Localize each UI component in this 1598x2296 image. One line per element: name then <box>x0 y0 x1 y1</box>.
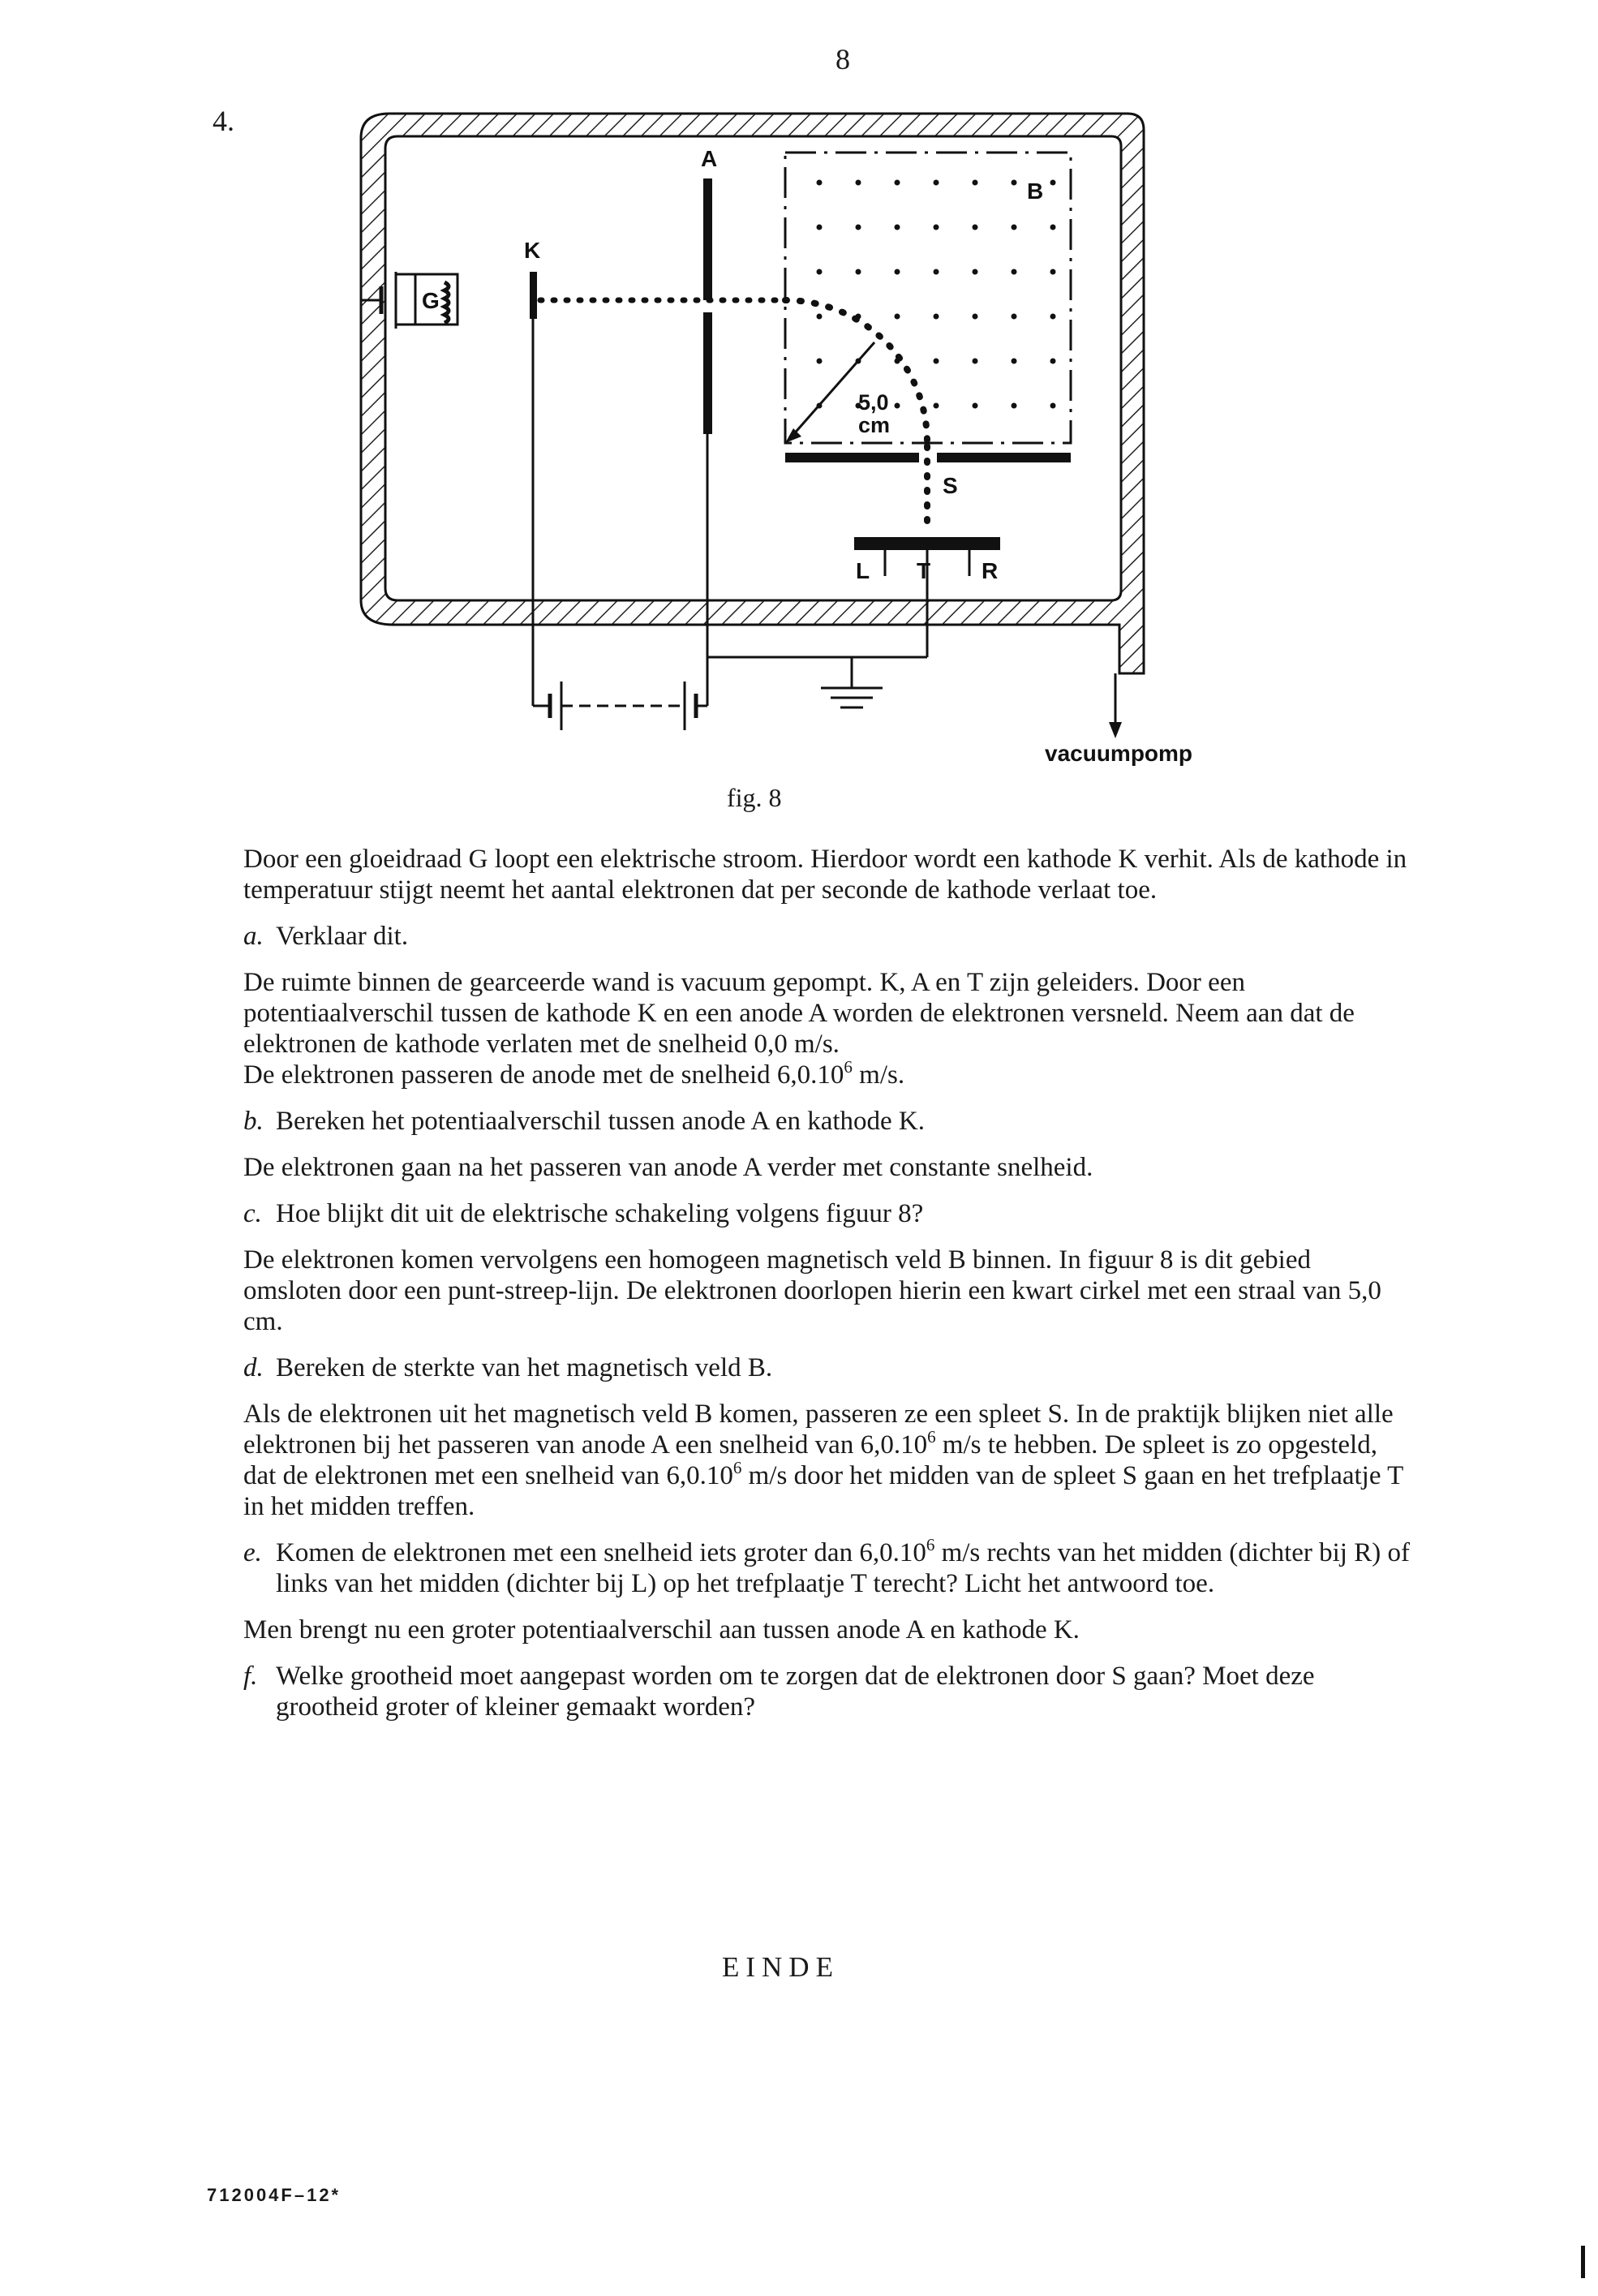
field-dot <box>895 180 900 186</box>
anode-A-lower <box>703 312 712 434</box>
magnetic-field-B-label: B <box>1027 178 1044 204</box>
paragraph-5-part-2: m/s te hebben. De spleet is zo opgesteld, dat de elektronen met een snelheid van 6,0.10 <box>243 1430 1377 1490</box>
exponent: 6 <box>844 1057 853 1077</box>
paragraph-2-text: De ruimte binnen de gearceerde wand is vacuum gepompt. K, A en T zijn geleiders. Door een potentiaalverschil tussen de kathode K en een anode A worden de elektronen versneld. Neem aan dat de elektronen de kathode verlaten met de snelheid 0,0 m/s. <box>243 968 1355 1059</box>
field-dot <box>1050 403 1056 409</box>
question-c-text: Hoe blijkt dit uit de elektrische schakeling volgens figuur 8? <box>276 1199 924 1228</box>
field-dot <box>1050 225 1056 230</box>
question-c <box>243 1198 1411 1229</box>
field-dot <box>934 180 939 186</box>
question-f-letter: f. <box>243 1662 258 1691</box>
paragraph-2 <box>243 967 1411 1090</box>
paragraph-5-part-1: Als de elektronen uit het magnetisch veld B komen, passeren ze een spleet S. In de praktijk blijken niet alle elektronen bij het passeren van anode A een snelheid van 6,0.10 <box>243 1400 1394 1460</box>
field-dot <box>934 359 939 364</box>
field-dot <box>856 180 861 186</box>
field-dot <box>895 225 900 230</box>
paragraph-2-unit: m/s. <box>852 1060 905 1090</box>
field-dot <box>1050 269 1056 275</box>
question-d-letter: d. <box>243 1353 264 1382</box>
field-dot <box>934 269 939 275</box>
field-dot <box>973 180 978 186</box>
radius-unit-label: cm <box>858 413 891 437</box>
exponent: 6 <box>926 1535 935 1554</box>
question-f-text: Welke grootheid moet aangepast worden om te zorgen dat de elektronen door S gaan? Moet deze grootheid groter of kleiner gemaakt worden? <box>276 1662 1315 1722</box>
field-dot <box>817 269 823 275</box>
field-dot <box>817 225 823 230</box>
question-a-text: Verklaar dit. <box>276 922 409 951</box>
field-dot <box>817 359 823 364</box>
question-b <box>243 1106 1411 1137</box>
end-marker: EINDE <box>722 1951 840 1983</box>
field-dot <box>1012 403 1017 409</box>
target-plate-T <box>854 537 1000 550</box>
target-T-label: T <box>917 558 931 583</box>
field-dot <box>1050 359 1056 364</box>
slit-plate-left <box>785 453 919 462</box>
question-f <box>243 1661 1411 1722</box>
slit-plate-right <box>937 453 1071 462</box>
page-number: 8 <box>836 43 850 75</box>
question-e-text-1: Komen de elektronen met een snelheid iets groter dan 6,0.10 <box>276 1538 926 1567</box>
exponent: 6 <box>927 1427 936 1447</box>
field-dot <box>1012 180 1017 186</box>
question-b-text: Bereken het potentiaalverschil tussen anode A en kathode K. <box>276 1107 926 1136</box>
pump-arrow-icon <box>1109 722 1122 738</box>
document-code: 712004F–12* <box>207 2185 342 2205</box>
field-dot <box>973 359 978 364</box>
field-dot <box>895 269 900 275</box>
field-dot <box>1012 269 1017 275</box>
question-c-letter: c. <box>243 1199 262 1228</box>
question-e <box>243 1537 1411 1599</box>
field-dot <box>973 269 978 275</box>
figure-8-apparatus <box>357 89 1282 819</box>
question-e-text-2: m/s rechts van het midden (dichter bij R) of links van het midden (dichter bij L) op het trefplaatje T terecht? Licht het antwoord toe. <box>276 1538 1410 1598</box>
field-dot <box>934 314 939 320</box>
pump-label: vacuumpomp <box>1045 741 1193 766</box>
question-a <box>243 921 1411 952</box>
field-dot <box>856 269 861 275</box>
question-number: 4. <box>213 105 234 137</box>
slit-S-label: S <box>943 473 958 498</box>
paragraph-5 <box>243 1399 1411 1522</box>
field-dot <box>973 225 978 230</box>
cathode-K <box>530 272 537 319</box>
question-text <box>243 844 1411 1738</box>
radius-value-label: 5,0 <box>858 390 889 415</box>
question-d <box>243 1352 1411 1383</box>
paragraph-3: De elektronen gaan na het passeren van anode A verder met constante snelheid. <box>243 1153 1093 1182</box>
field-dot <box>934 225 939 230</box>
field-dot <box>817 180 823 186</box>
anode-A-upper <box>703 178 712 300</box>
radius-arrow-icon <box>785 428 801 443</box>
field-dot <box>895 403 900 409</box>
field-dot <box>1050 180 1056 186</box>
field-dot <box>1050 314 1056 320</box>
figure-caption: fig. 8 <box>727 783 782 812</box>
scan-edge-mark <box>1581 2246 1585 2278</box>
field-dot <box>1012 225 1017 230</box>
paragraph-5-part-3: m/s door het midden van de spleet S gaan en het trefplaatje T in het midden treffen. <box>243 1461 1403 1521</box>
target-R-label: R <box>982 558 999 583</box>
question-b-letter: b. <box>243 1107 264 1136</box>
filament-G-label: G <box>422 288 440 313</box>
question-e-letter: e. <box>243 1538 262 1567</box>
field-dot <box>856 225 861 230</box>
field-dot <box>973 314 978 320</box>
anode-A-label: A <box>701 146 718 171</box>
exponent: 6 <box>732 1458 742 1477</box>
paragraph-4: De elektronen komen vervolgens een homogeen magnetisch veld B binnen. In figuur 8 is dit gebied omsloten door een punt-streep-lijn. De elektronen doorlopen hierin een kwart cirkel met een straal van 5,0 cm. <box>243 1245 1381 1336</box>
target-L-label: L <box>856 558 870 583</box>
field-dot <box>934 403 939 409</box>
field-dot-grid <box>817 180 1056 409</box>
question-d-text: Bereken de sterkte van het magnetisch veld B. <box>276 1353 773 1382</box>
field-dot <box>1012 359 1017 364</box>
cathode-K-label: K <box>524 238 541 263</box>
paragraph-2-speed: De elektronen passeren de anode met de snelheid 6,0.10 <box>243 1060 844 1090</box>
question-a-letter: a. <box>243 922 264 951</box>
field-dot <box>895 314 900 320</box>
paragraph-6: Men brengt nu een groter potentiaalverschil aan tussen anode A en kathode K. <box>243 1615 1080 1645</box>
field-dot <box>817 314 823 320</box>
field-dot <box>1012 314 1017 320</box>
intro-paragraph: Door een gloeidraad G loopt een elektrische stroom. Hierdoor wordt een kathode K verhit. Als de kathode in temperatuur stijgt neemt het aantal elektronen dat per seconde de kathode verlaat toe. <box>243 845 1407 905</box>
field-dot <box>973 403 978 409</box>
